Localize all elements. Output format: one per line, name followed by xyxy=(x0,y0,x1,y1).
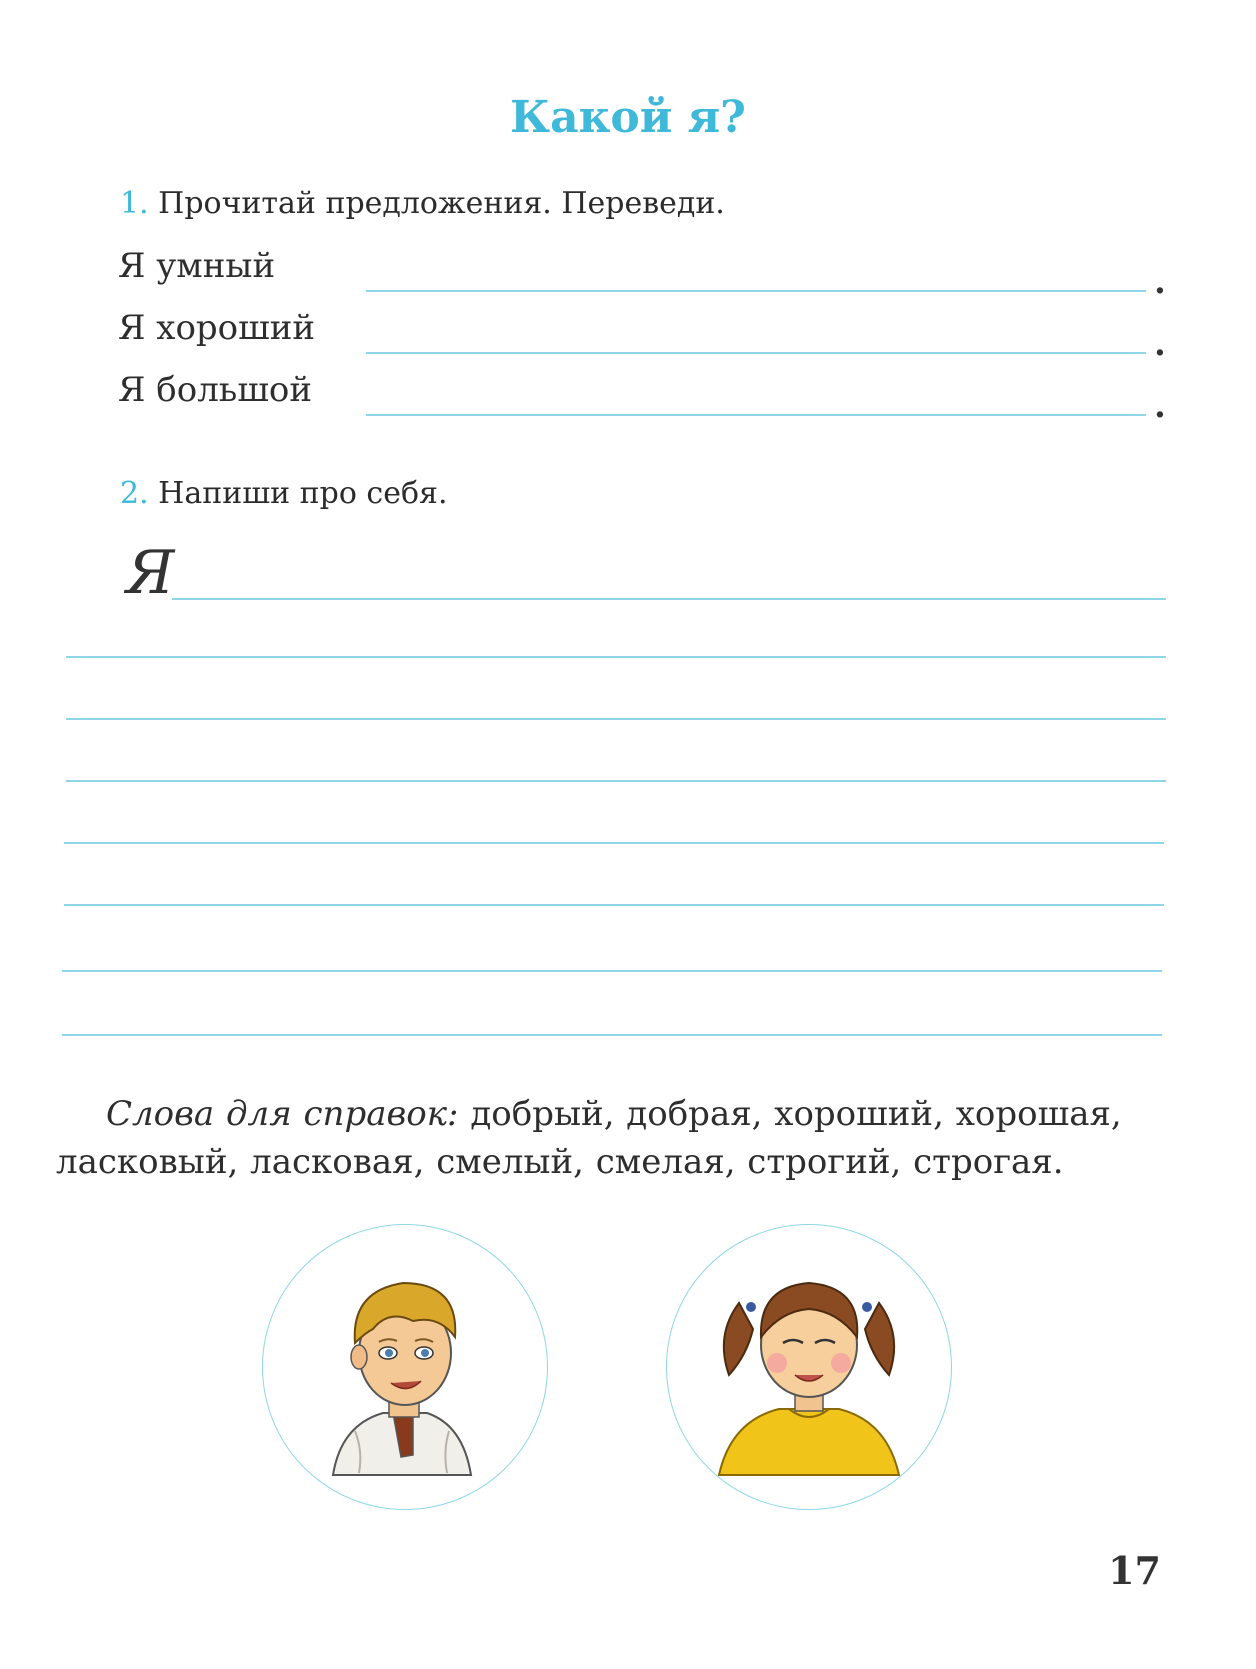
answer-line-3[interactable] xyxy=(366,414,1146,416)
end-mark-1: . xyxy=(1154,262,1166,302)
writing-line-1[interactable] xyxy=(172,598,1166,600)
writing-line-8[interactable] xyxy=(62,1034,1162,1036)
answer-line-2[interactable] xyxy=(366,352,1146,354)
task-2-text: Напиши про себя. xyxy=(158,476,448,511)
task-2-instruction xyxy=(120,476,448,511)
writing-line-3[interactable] xyxy=(66,718,1166,720)
hint-label: Слова для справок: xyxy=(106,1094,459,1134)
writing-line-7[interactable] xyxy=(62,970,1162,972)
writing-line-4[interactable] xyxy=(66,780,1166,782)
writing-line-6[interactable] xyxy=(64,904,1164,906)
girl-illustration-frame xyxy=(666,1224,952,1510)
task-1-instruction xyxy=(120,186,725,221)
task-1-text: Прочитай предложения. Переведи. xyxy=(158,186,725,221)
phrase-2: Я хороший xyxy=(118,308,316,348)
phrase-3: Я большой xyxy=(118,370,313,410)
page-number: 17 xyxy=(1108,1548,1161,1593)
phrase-1: Я умный xyxy=(118,246,276,286)
task-1-number: 1. xyxy=(120,186,149,221)
end-mark-3: . xyxy=(1154,386,1166,426)
boy-illustration-frame xyxy=(262,1224,548,1510)
word-hint xyxy=(56,1090,1186,1186)
task-2-number: 2. xyxy=(120,476,149,511)
writing-line-2[interactable] xyxy=(66,656,1166,658)
sample-letter: Я xyxy=(126,538,175,608)
writing-line-5[interactable] xyxy=(64,842,1164,844)
hint-words: добрый, добрая, хороший, хорошая, ласковый, ласковая, смелый, смелая, строгий, строгая. xyxy=(56,1094,1122,1182)
answer-line-1[interactable] xyxy=(366,290,1146,292)
girl-illustration xyxy=(667,1225,951,1509)
boy-illustration xyxy=(263,1225,547,1509)
page-title: Какой я? xyxy=(510,92,746,143)
end-mark-2: . xyxy=(1154,324,1166,364)
